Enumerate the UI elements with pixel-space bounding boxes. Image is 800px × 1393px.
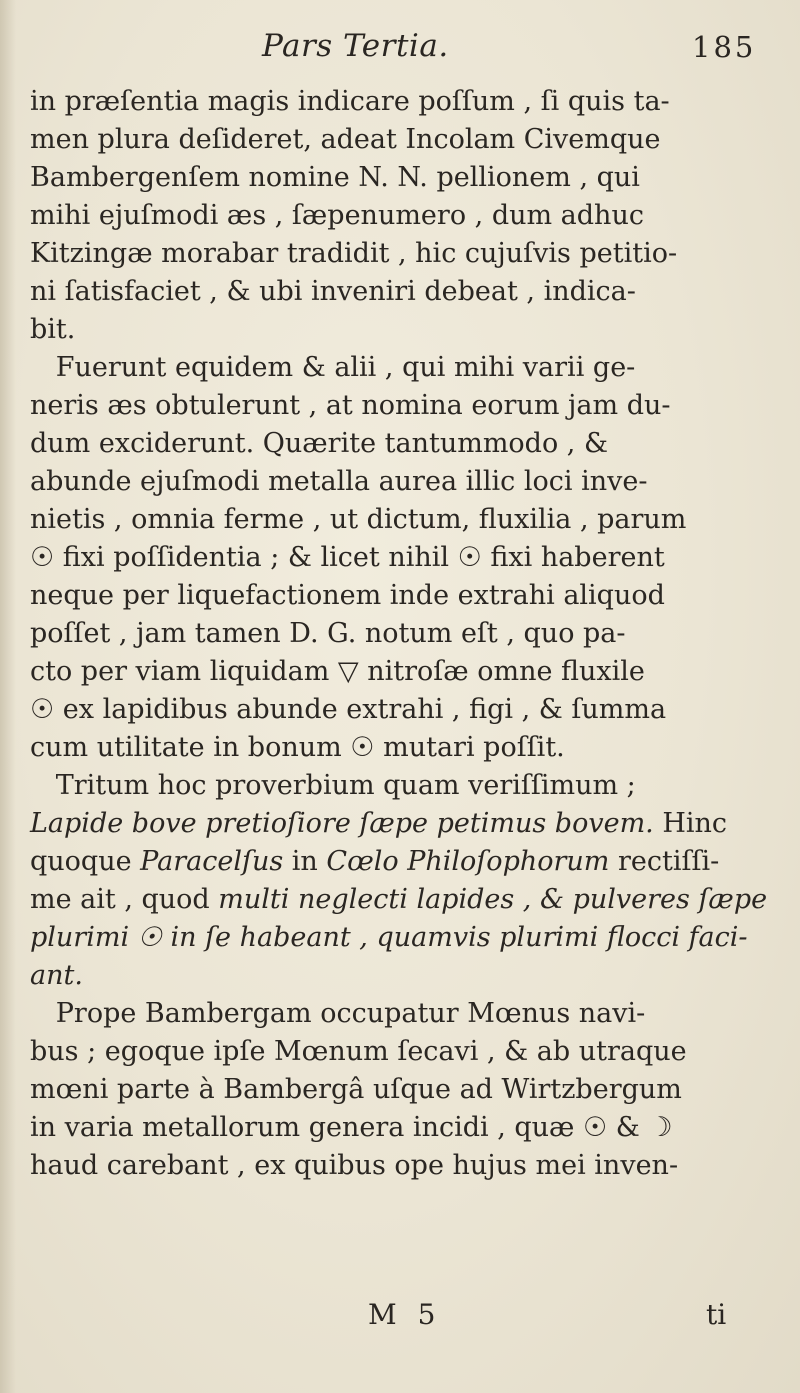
text-segment: Bambergenſem nomine N. N. pellionem , qui (30, 162, 640, 193)
text-segment: Fuerunt equidem & alii , qui mihi varii ge- (30, 352, 636, 383)
text-segment: mœni parte à Bambergâ uſque ad Wirtzbergum (30, 1074, 682, 1105)
text-line (30, 83, 765, 121)
italic-text-segment: Lapide bove pretioſiore ſæpe petimus bovem. (30, 808, 654, 839)
text-segment: dum exciderunt. Quærite tantummodo , & (30, 428, 608, 459)
text-line (30, 843, 765, 881)
text-segment: rectiſſi- (609, 846, 720, 877)
italic-text-segment: ant. (30, 960, 83, 991)
text-segment: Kitzingæ morabar tradidit , hic cujuſvis petitio- (30, 238, 678, 269)
page-footer (0, 1298, 800, 1338)
catchword: ti (706, 1298, 727, 1331)
body-text (30, 83, 768, 1185)
text-segment: me ait , quod (30, 884, 219, 915)
text-line (30, 653, 765, 691)
text-line (30, 729, 765, 767)
text-segment: poſſet , jam tamen D. G. notum eſt , quo pa- (30, 618, 626, 649)
text-line (30, 767, 765, 805)
text-line (30, 501, 765, 539)
text-line (30, 615, 765, 653)
text-line (30, 387, 765, 425)
page-header (0, 22, 800, 72)
text-line (30, 1071, 765, 1109)
italic-text-segment: plurimi ☉ in ſe habeant , quamvis plurimi flocci faci- (30, 922, 748, 953)
text-line (30, 197, 765, 235)
text-line (30, 881, 768, 919)
italic-text-segment: Paracelſus (140, 846, 284, 877)
text-segment: quoque (30, 846, 141, 877)
running-head: Pars Tertia. (262, 28, 449, 64)
text-line (30, 805, 765, 843)
italic-text-segment: multi neglecti lapides , & pulveres ſæpe (218, 884, 768, 915)
text-segment: Prope Bambergam occupatur Mœnus navi- (30, 998, 646, 1029)
text-line (30, 919, 765, 957)
text-line (30, 1147, 765, 1185)
text-segment: ni ſatisfaciet , & ubi inveniri debeat , indica- (30, 276, 636, 307)
text-line (30, 539, 765, 577)
text-line (30, 691, 765, 729)
text-segment: haud carebant , ex quibus ope hujus mei inven- (30, 1150, 679, 1181)
text-segment: bit. (30, 314, 76, 345)
text-line (30, 1033, 765, 1071)
text-line (30, 957, 765, 995)
text-segment: Hinc (653, 808, 728, 839)
text-segment: cum utilitate in bonum ☉ mutari poſſit. (30, 732, 565, 763)
text-segment: in varia metallorum genera incidi , quæ ☉ & ☽ (30, 1112, 673, 1143)
text-line (30, 349, 765, 387)
binding-shadow (0, 0, 16, 1393)
text-segment: neque per liquefactionem inde extrahi aliquod (30, 580, 665, 611)
text-segment: ☉ fixi poſſidentia ; & licet nihil ☉ fixi haberent (30, 542, 665, 573)
text-segment: cto per viam liquidam ▽ nitroſæ omne fluxile (30, 656, 645, 687)
text-line (30, 311, 765, 349)
text-line (30, 995, 765, 1033)
text-segment: neris æs obtulerunt , at nomina eorum jam du- (30, 390, 671, 421)
text-segment: abunde ejuſmodi metalla aurea illic loci inve- (30, 466, 648, 497)
text-segment: men plura deſideret, adeat Incolam Civemque (30, 124, 661, 155)
text-line (30, 235, 765, 273)
text-segment: in præſentia magis indicare poſſum , ſi quis ta- (30, 86, 670, 117)
text-line (30, 159, 765, 197)
text-segment: mihi ejuſmodi æs , ſæpenumero , dum adhuc (30, 200, 644, 231)
italic-text-segment: Cœlo Philoſophorum (326, 846, 610, 877)
text-segment: nietis , omnia ferme , ut dictum, fluxilia , parum (30, 504, 687, 535)
signature-mark: M 5 (368, 1298, 442, 1331)
text-line (30, 273, 765, 311)
text-line (30, 425, 765, 463)
text-line (30, 463, 765, 501)
text-segment: ☉ ex lapidibus abunde extrahi , figi , & ſumma (30, 694, 667, 725)
text-segment: bus ; egoque ipſe Mœnum ſecavi , & ab utraque (30, 1036, 687, 1067)
text-line (30, 121, 765, 159)
page-number: 185 (692, 30, 757, 64)
text-line (30, 1109, 765, 1147)
text-segment: Tritum hoc proverbium quam veriſſimum ; (30, 770, 636, 801)
text-segment: in (283, 846, 327, 877)
text-line (30, 577, 765, 615)
